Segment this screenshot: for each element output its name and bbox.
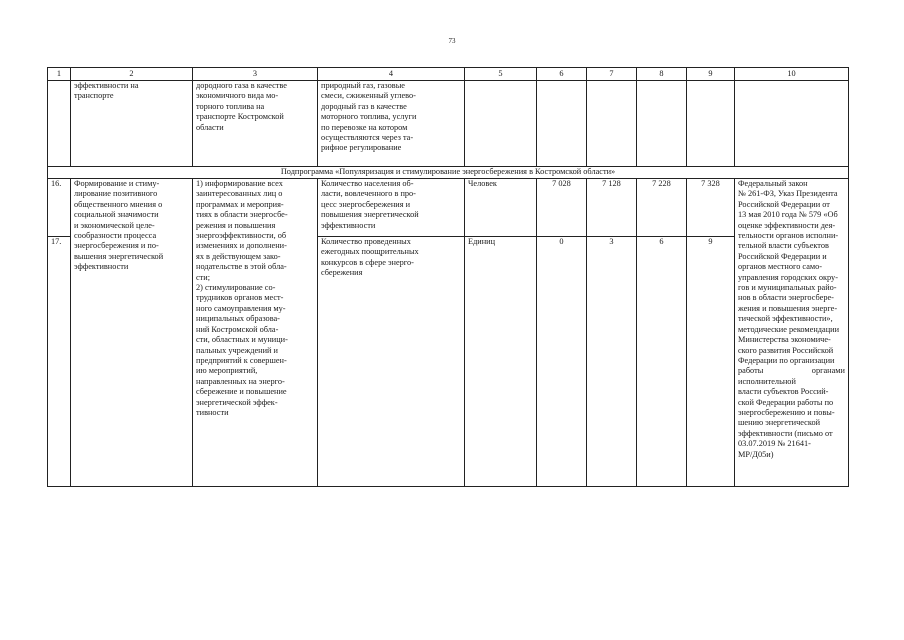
value-cell: 7 328: [687, 179, 735, 237]
header-cell: 7: [587, 68, 637, 81]
header-cell: 3: [193, 68, 318, 81]
header-cell: 2: [71, 68, 193, 81]
empty-cell: [537, 81, 587, 167]
value-cell: 0: [537, 237, 587, 487]
empty-cell: [48, 81, 71, 167]
continuation-indicator: природный газ, газовые смеси, сжиженный углево- дородный газ в качестве моторного топлива, услуги по перевозке на котором осуществляются через та- рифное регулирование: [318, 81, 465, 167]
header-cell: 6: [537, 68, 587, 81]
header-cell: 5: [465, 68, 537, 81]
empty-cell: [735, 81, 849, 167]
subprogram-row: [48, 167, 849, 179]
header-cell: 1: [48, 68, 71, 81]
value-cell: 9: [687, 237, 735, 487]
legal-basis: Федеральный закон № 261-ФЗ, Указ Президента Российской Федерации от 13 мая 2010 года № 579 «Об оценке эффективности дея- тельности органов исполни- тельной власти субъектов Российской Федерации и органов местного само- управления городских окру- гов и муниципальных райо- нов в области энергосбере- жения и повышения энерге- тической эффективности», методические рекомендации Министерства экономиче- ского развития Российской Федерации по организации работы органами исполнительной власти субъектов Россий- ской Федерации работы по энергосбережению и повы- шению энергетической эффективности (письмо от 03.07.2019 № 21641- МР/Д05и): [735, 179, 849, 487]
header-cell: 9: [687, 68, 735, 81]
unit-cell: Единиц: [465, 237, 537, 487]
continuation-task: дородного газа в качестве экономичного вида мо- торного топлива на транспорте Костромской области: [193, 81, 318, 167]
subprogram-title: Подпрограмма «Популяризация и стимулирование энергосбережения в Костромской области»: [48, 167, 849, 179]
continuation-row: [48, 81, 849, 167]
value-cell: 7 128: [587, 179, 637, 237]
header-cell: 8: [637, 68, 687, 81]
empty-cell: [637, 81, 687, 167]
table-row: [48, 179, 849, 237]
indicator-name: Количество населения об- ласти, вовлеченного в про- цесс энергосбережения и повышения энергетической эффективности: [318, 179, 465, 237]
indicators-table: [47, 67, 849, 487]
value-cell: 7 228: [637, 179, 687, 237]
value-cell: 6: [637, 237, 687, 487]
header-cell: 10: [735, 68, 849, 81]
empty-cell: [465, 81, 537, 167]
task-description: 1) информирование всех заинтересованных лиц о программах и мероприя- тиях в области энергосбе- режения и повышения энергоэффективности, об изменениях и дополнени- ях в действующем зако- нодательстве в этой обла- сти; 2) стимулирование со- трудников органов мест- ного самоуправления му- ниципальных образова- ний Костромской обла- сти, областных и муници- пальных учреждений и предприятий к совершен- ию мероприятий, направленных на энерго- сбережение и повышение энергетической эффек- тивности: [193, 179, 318, 487]
page-number: 73: [448, 37, 456, 45]
unit-cell: Человек: [465, 179, 537, 237]
value-cell: 3: [587, 237, 637, 487]
continuation-goal: эффективности на транспорте: [71, 81, 193, 167]
empty-cell: [587, 81, 637, 167]
value-cell: 7 028: [537, 179, 587, 237]
indicator-name: Количество проведенных ежегодных поощрительных конкурсов в сфере энерго- сбережения: [318, 237, 465, 487]
header-row: [48, 68, 849, 81]
empty-cell: [687, 81, 735, 167]
header-cell: 4: [318, 68, 465, 81]
row-number: 16.: [48, 179, 71, 237]
goal-description: Формирование и стиму- лирование позитивного общественного мнения о социальной значимости и экономической целе- сообразности процесса энергосбережения и по- вышения энергетической эффективности: [71, 179, 193, 487]
row-number: 17.: [48, 237, 71, 487]
